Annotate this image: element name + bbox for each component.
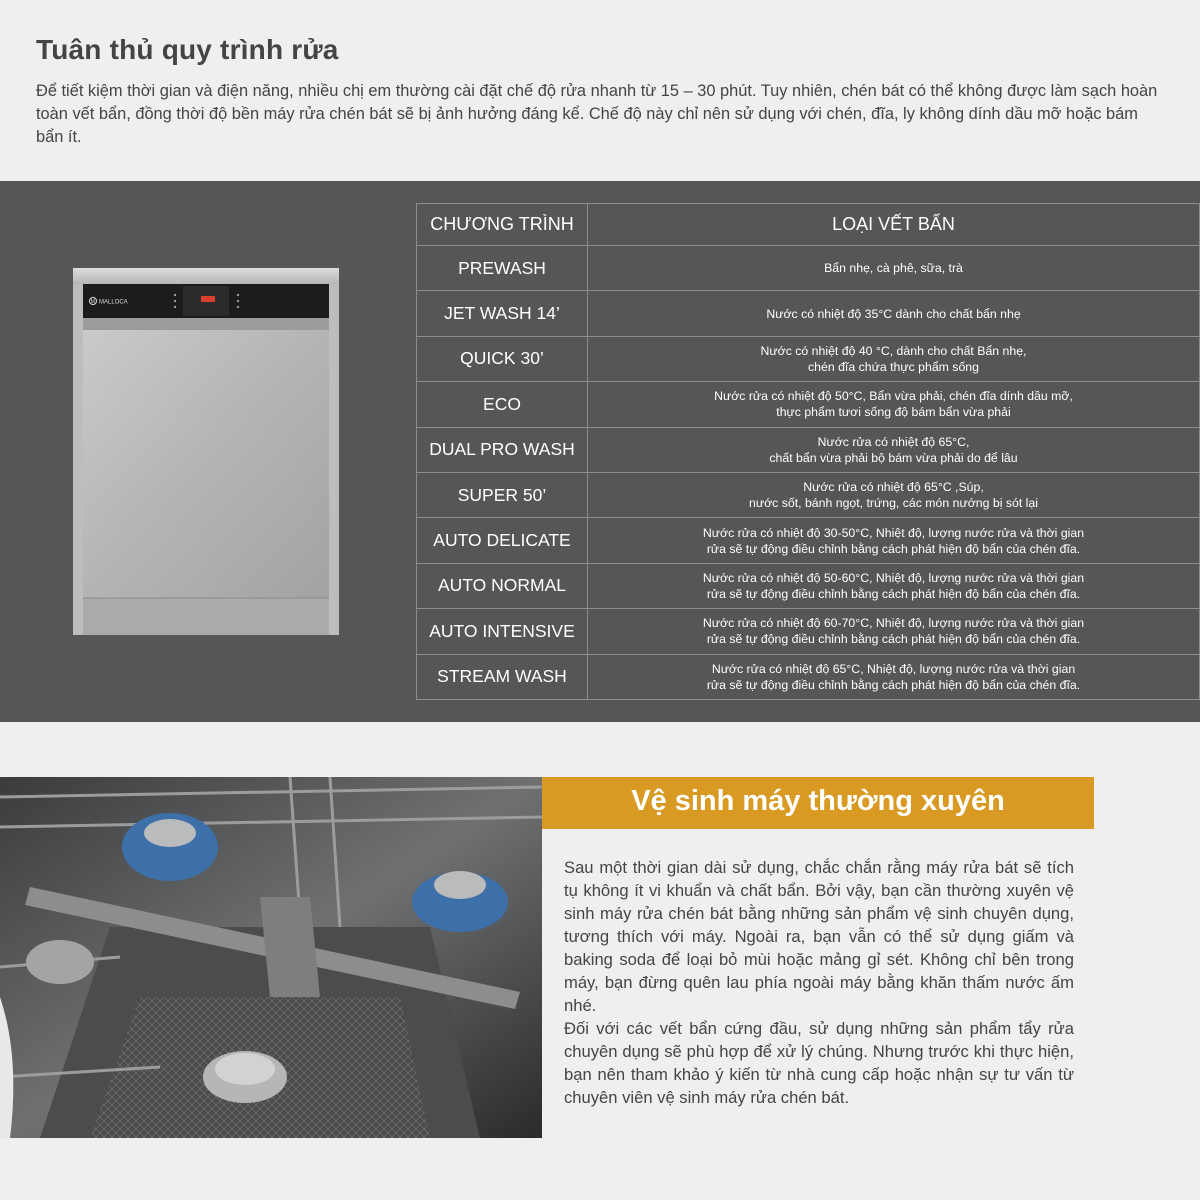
- header-program: CHƯƠNG TRÌNH: [417, 204, 588, 246]
- brand-logo: MALLOCA: [99, 299, 128, 306]
- table-row: [417, 654, 1200, 699]
- intro-section: [36, 34, 1166, 149]
- header-stain-type: LOẠI VẾT BẨN: [588, 204, 1200, 246]
- intro-text: Để tiết kiệm thời gian và điện năng, nhiều chị em thường cài đặt chế độ rửa nhanh từ 15 – 30 phút. Tuy nhiên, chén bát có thể không được làm sạch hoàn toàn vết bẩn, đồng thời độ bền máy rửa chén bát sẽ bị ảnh hưởng đáng kể. Chế độ này chỉ nên sử dụng với chén, đĩa, ly không dính dầu mỡ hoặc bám bẩn ít.: [36, 82, 1158, 146]
- program-name: ECO: [417, 382, 588, 427]
- program-desc: Nước rửa có nhiệt độ 60-70°C, Nhiệt độ, lượng nước rửa và thời gian rửa sẽ tự động điều chỉnh bằng cách phát hiện độ bẩn của chén đĩa.: [588, 609, 1200, 654]
- program-name: AUTO INTENSIVE: [417, 609, 588, 654]
- program-desc: Nước rửa có nhiệt độ 50°C, Bẩn vừa phải, chén đĩa dính dầu mỡ, thực phẩm tươi sống độ bám bẩn vừa phải: [588, 382, 1200, 427]
- cleaning-body: [564, 856, 1074, 1109]
- cleaning-paragraph-1: Sau một thời gian dài sử dụng, chắc chắn rằng máy rửa bát sẽ tích tụ không ít vi khuẩn và chất bẩn. Bởi vậy, bạn cần thường xuyên vệ sinh máy rửa chén bát bằng những sản phẩm vệ sinh chuyên dụng, tương thích với máy. Ngoài ra, bạn vẫn có thể sử dụng giấm và baking soda để loại bỏ mùi hoặc mảng gỉ sét. Không chỉ bên trong máy, bạn đừng quên lau phía ngoài máy bằng khăn thấm nước ấm nhé.: [564, 858, 1074, 1015]
- program-desc: Nước rửa có nhiệt độ 50-60°C, Nhiệt độ, lượng nước rửa và thời gian rửa sẽ tự động điều chỉnh bằng cách phát hiện độ bẩn của chén đĩa.: [588, 563, 1200, 608]
- table-row: [417, 563, 1200, 608]
- wash-program-table: [416, 203, 1200, 700]
- program-name: JET WASH 14’: [417, 291, 588, 336]
- program-name: STREAM WASH: [417, 654, 588, 699]
- intro-title: Tuân thủ quy trình rửa: [36, 34, 339, 65]
- table-row: [417, 427, 1200, 472]
- dishwasher-kickplate: [83, 598, 329, 635]
- program-name: DUAL PRO WASH: [417, 427, 588, 472]
- program-desc: Nước rửa có nhiệt độ 65°C ,Súp, nước sốt, bánh ngọt, trứng, các món nướng bị sót lại: [588, 472, 1200, 517]
- dishwasher-interior-image: [0, 777, 542, 1138]
- table-header-row: [417, 204, 1200, 246]
- table-row: [417, 609, 1200, 654]
- program-name: QUICK 30’: [417, 336, 588, 381]
- program-desc: Nước rửa có nhiệt độ 30-50°C, Nhiệt độ, lượng nước rửa và thời gian rửa sẽ tự động điều chỉnh bằng cách phát hiện độ bẩn của chén đĩa.: [588, 518, 1200, 563]
- table-row: [417, 246, 1200, 291]
- brand-logo-initial: M: [90, 299, 95, 306]
- program-desc: Nước rửa có nhiệt độ 65°C, Nhiệt độ, lượng nước rửa và thời gian rửa sẽ tự động điều chỉnh bằng cách phát hiện độ bẩn của chén đĩa.: [588, 654, 1200, 699]
- cleaning-paragraph-2: Đối với các vết bẩn cứng đầu, sử dụng những sản phẩm tẩy rửa chuyên dụng sẽ phù hợp để xử lý chúng. Nhưng trước khi thực hiện, bạn nên tham khảo ý kiến từ nhà cung cấp hoặc nhận sự tư vấn từ chuyên viên vệ sinh máy rửa chén bát.: [564, 1019, 1074, 1107]
- program-desc: Nước rửa có nhiệt độ 65°C, chất bẩn vừa phải bộ bám vừa phải do để lâu: [588, 427, 1200, 472]
- program-name: SUPER 50’: [417, 472, 588, 517]
- dishwasher-door: [83, 330, 329, 598]
- program-name: PREWASH: [417, 246, 588, 291]
- table-row: [417, 336, 1200, 381]
- program-desc: Nước có nhiệt độ 40 °C, dành cho chất Bẩn nhẹ, chén đĩa chứa thực phẩm sống: [588, 336, 1200, 381]
- program-name: AUTO NORMAL: [417, 563, 588, 608]
- table-row: [417, 472, 1200, 517]
- dishwasher-image: [73, 268, 339, 635]
- table-row: [417, 518, 1200, 563]
- table-row: [417, 382, 1200, 427]
- program-desc: Bẩn nhẹ, cà phê, sữa, trà: [588, 246, 1200, 291]
- table-row: [417, 291, 1200, 336]
- program-name: AUTO DELICATE: [417, 518, 588, 563]
- program-desc: Nước có nhiệt độ 35°C dành cho chất bẩn nhẹ: [588, 291, 1200, 336]
- cleaning-title: Vệ sinh máy thường xuyên: [542, 777, 1094, 829]
